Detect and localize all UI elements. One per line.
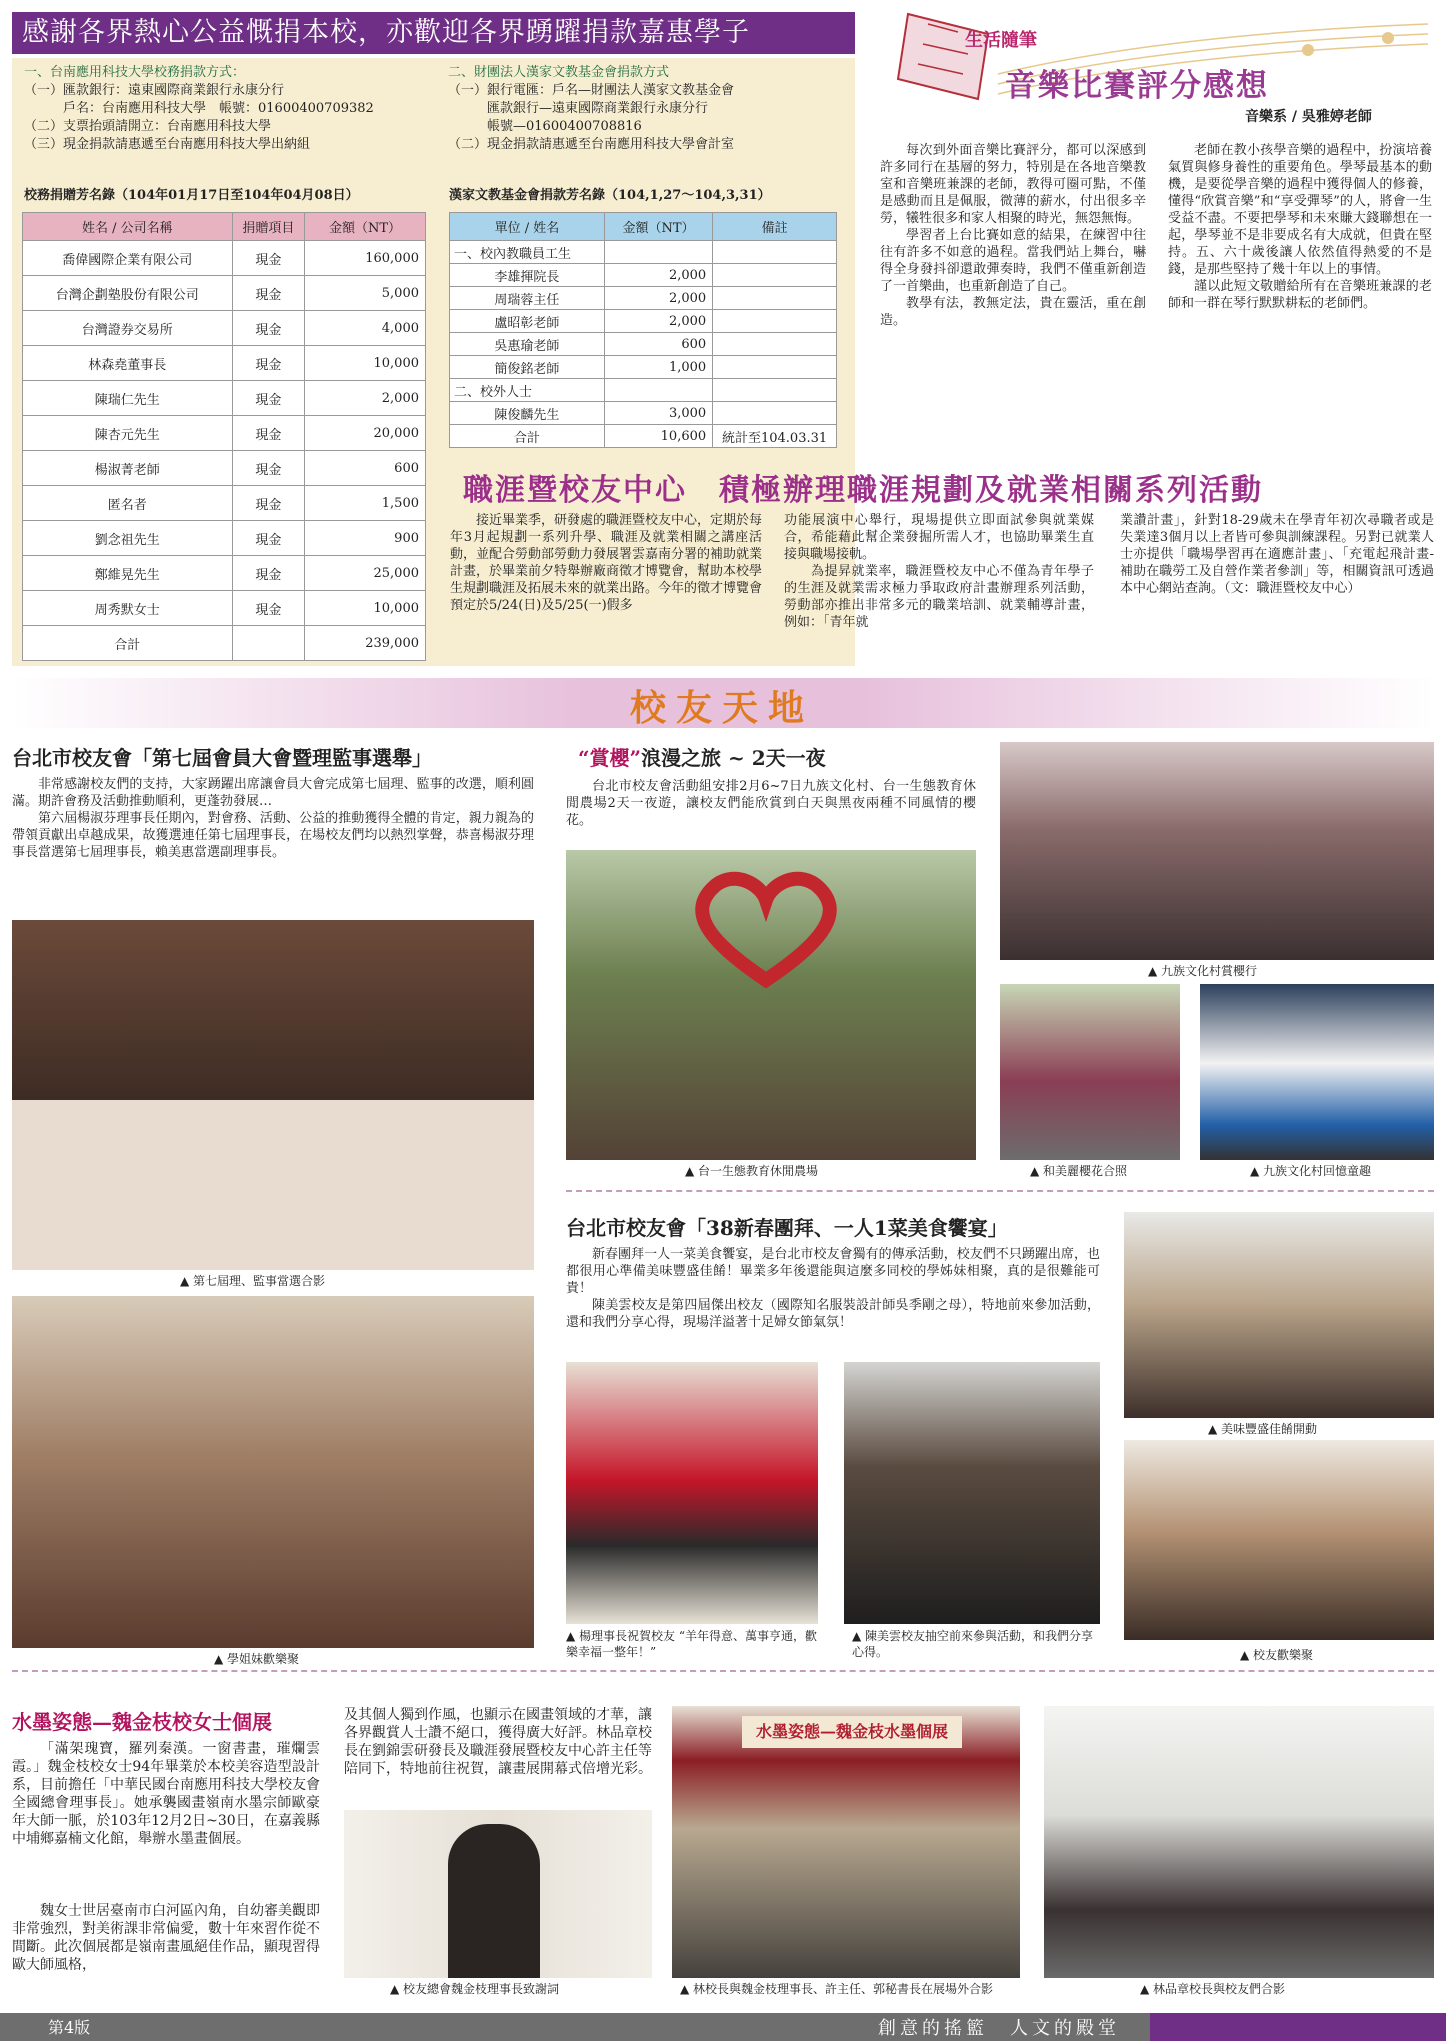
footer-accent <box>1150 2013 1446 2041</box>
col-header-name: 姓名 / 公司名稱 <box>23 213 233 241</box>
unit-name-cell: 盧昭彰老師 <box>450 310 605 333</box>
section-divider <box>12 1670 1434 1672</box>
unit-name-cell: 一、校內教職員工生 <box>450 241 605 264</box>
cherry-trip-title: “賞櫻”浪漫之旅 ~ 2天一夜 <box>578 746 826 770</box>
amount-cell: 10,000 <box>305 591 426 626</box>
caption-board-election: ▲ 第七屆理、監事當選合影 <box>180 1274 326 1288</box>
photo-alumni-fun <box>1124 1440 1434 1640</box>
donation-item-cell: 現金 <box>232 276 305 311</box>
donor-name-cell: 劉念祖先生 <box>23 521 233 556</box>
footer-motto: 創意的搖籃 人文的殿堂 <box>878 2018 1120 2039</box>
donation-item-cell: 現金 <box>232 241 305 276</box>
note-cell <box>713 379 837 402</box>
note-cell <box>713 402 837 425</box>
alumni-section-title: 校友天地 <box>630 687 815 729</box>
donor-row <box>23 556 426 591</box>
donor-name-cell: 陳杏元先生 <box>23 416 233 451</box>
photo-jiuzu-cherry <box>1000 742 1434 960</box>
photo-exhibition-entrance <box>672 1706 1020 1978</box>
foundation-donor-row <box>450 356 837 379</box>
foundation-donor-row <box>450 402 837 425</box>
note-cell <box>713 333 837 356</box>
caption-chen-meiyun: ▲ 陳美雲校友抽空前來參與活動，和我們分享心得。 <box>852 1629 1094 1659</box>
note-cell <box>713 356 837 379</box>
heart-arch-icon <box>676 870 856 990</box>
amount-cell: 600 <box>305 451 426 486</box>
photo-feast <box>1124 1212 1434 1418</box>
photo-board-election <box>12 920 534 1270</box>
donation-item-cell: 現金 <box>232 556 305 591</box>
note-cell <box>713 287 837 310</box>
donation-method-school: 一、台南應用科技大學校務捐款方式： （一）匯款銀行：遠東國際商業銀行永康分行 戶名：台南應用科技大學 帳號：01600400709382 （二）支票抬頭請開立：台南應用科技大學 （三）現金捐款請惠遞至台南應用科技大學出納組 <box>24 65 374 152</box>
page-number: 第4版 <box>48 2018 91 2037</box>
essay-title: 音樂比賽評分感想 <box>1005 68 1269 104</box>
foundation-donor-row <box>450 425 837 448</box>
amount-cell: 1,000 <box>604 356 712 379</box>
donation-item-cell: 現金 <box>232 486 305 521</box>
photo-farm <box>566 850 976 1160</box>
note-cell: 統計至104.03.31 <box>713 425 837 448</box>
amount-cell: 1,500 <box>305 486 426 521</box>
donation-item-cell: 現金 <box>232 311 305 346</box>
essay-column-1: 每次到外面音樂比賽評分，都可以深感到許多同行在基層的努力，特別是在各地音樂教室和音樂班兼課的老師，教得可圈可點，不僅是感動而且是佩服，微薄的薪水，付出很多辛勞，犧牲很多和家人相聚的時光，無怨無悔。 學習者上台比賽如意的結果，在練習中往往有許多不如意的過程。當我們站上舞台，嚇得全身發抖卻還敢彈奏時，我們不僅重新創造了一首樂曲，也重新創造了自己。 教學有法，教無定法，貴在靈活，重在創造。 <box>880 143 1146 328</box>
donor-row <box>23 451 426 486</box>
donor-name-cell: 台灣企劃塾股份有限公司 <box>23 276 233 311</box>
caption-chairman-greeting: ▲ 楊理事長祝賀校友 “羊年得意、萬事亨通，歡樂幸福一整年！” <box>566 1629 817 1659</box>
caption-jiuzu-train: ▲ 九族文化村回憶童趣 <box>1250 1164 1372 1178</box>
donation-item-cell: 現金 <box>232 591 305 626</box>
foundation-donor-table <box>449 212 837 448</box>
photo-wei-speech <box>344 1810 652 1978</box>
col-header-amount: 金額（NT） <box>604 213 712 241</box>
donor-name-cell: 喬偉國際企業有限公司 <box>23 241 233 276</box>
donation-item-cell: 現金 <box>232 416 305 451</box>
donor-row <box>23 626 426 661</box>
caption-feast: ▲ 美味豐盛佳餚開動 <box>1208 1422 1318 1436</box>
amount-cell: 20,000 <box>305 416 426 451</box>
amount-cell: 600 <box>604 333 712 356</box>
donation-item-cell: 現金 <box>232 346 305 381</box>
career-column-3: 業讚計畫」，針對18-29歲未在學青年初次尋職者或是失業達3個月以上者皆可參與訓練課程。另對已就業人士亦提供「職場學習再在適應計畫」、「充電起飛計畫-補助在職勞工及自營作業者參訓」等，相關資訊可透過本中心網站查詢。（文：職涯暨校友中心） <box>1120 513 1434 596</box>
amount-cell: 3,000 <box>604 402 712 425</box>
photo-jiuzu-train <box>1200 984 1434 1160</box>
donor-row <box>23 416 426 451</box>
col-header-note: 備註 <box>713 213 837 241</box>
unit-name-cell: 周瑞蓉主任 <box>450 287 605 310</box>
photo-sisters-gathering <box>12 1296 534 1648</box>
new-year-feast-body: 新春團拜一人一菜美食饗宴，是台北市校友會獨有的傳承活動，校友們不只踴躍出席，也都很用心準備美味豐盛佳餚！畢業多年後還能與這麼多同校的學姊妹相聚，真的是很難能可貴！ 陳美雲校友是第四屆傑出校友（國際知名服裝設計師吳季剛之母），特地前來參加活動，還和我們分享心得，現場洋溢著十足婦女節氣氛！ <box>566 1247 1100 1330</box>
alumni-assembly-title: 台北市校友會「第七屆會員大會暨理監事選舉」 <box>12 746 432 770</box>
amount-cell: 2,000 <box>604 264 712 287</box>
exhibition-sign: 水墨姿態—魏金枝水墨個展 <box>742 1716 962 1748</box>
amount-cell: 2,000 <box>305 381 426 416</box>
caption-exhibition-entrance: ▲ 林校長與魏金枝理事長、許主任、郭秘書長在展場外合影 <box>680 1982 994 1996</box>
foundation-donor-row <box>450 379 837 402</box>
school-donor-list-title: 校務捐贈芳名錄（104年01月17日至104年04月08日） <box>24 188 359 203</box>
donor-row <box>23 381 426 416</box>
caption-jiuzu-cherry: ▲ 九族文化村賞櫻行 <box>1148 964 1258 978</box>
unit-name-cell: 李雄揮院長 <box>450 264 605 287</box>
essay-author: 音樂系 / 吳雅婷老師 <box>1245 109 1372 125</box>
donation-banner: 感謝各界熱心公益慨捐本校，亦歡迎各界踴躍捐款嘉惠學子 <box>12 12 855 54</box>
amount-cell: 239,000 <box>305 626 426 661</box>
foundation-donor-row <box>450 264 837 287</box>
caption-sisters: ▲ 學姐妹歡樂聚 <box>214 1652 300 1666</box>
caption-hemei-cherry: ▲ 和美麗櫻花合照 <box>1030 1164 1128 1178</box>
donation-item-cell: 現金 <box>232 521 305 556</box>
donor-name-cell: 台灣證券交易所 <box>23 311 233 346</box>
donor-row <box>23 521 426 556</box>
career-column-2: 功能展演中心舉行，現場提供立即面試參與就業媒合，希能藉此幫企業發掘所需人才，也協助畢業生直接與職場接軌。 為提昇就業率，職涯暨校友中心不僅為青年學子的生涯及就業需求極力爭取政府計畫辦理系列活動，勞動部亦推出非常多元的職業培訓、就業輔導計畫，例如：「青年就 <box>784 513 1094 630</box>
unit-name-cell: 合計 <box>450 425 605 448</box>
amount-cell: 160,000 <box>305 241 426 276</box>
photo-chairman-greeting <box>566 1362 818 1624</box>
amount-cell: 25,000 <box>305 556 426 591</box>
ink-body-3: 及其個人獨到作風，也顯示在國畫領域的才華，讓各界觀賞人士讚不絕口，獲得廣大好評。林品章校長在劉錦雲研發長及職涯發展暨校友中心許主任等陪同下，特地前往祝賀，讓畫展開幕式倍增光彩。 <box>344 1707 652 1777</box>
caption-wei-speech: ▲ 校友總會魏金枝理事長致謝詞 <box>390 1982 560 1996</box>
note-cell <box>713 264 837 287</box>
amount-cell <box>604 241 712 264</box>
col-header-unit: 單位 / 姓名 <box>450 213 605 241</box>
donor-name-cell: 陳瑞仁先生 <box>23 381 233 416</box>
career-column-1: 接近畢業季，研發處的職涯暨校友中心，定期於每年3月起規劃一系列升學、職涯及就業相關之講座活動，並配合勞動部勞動力發展署雲嘉南分署的補助就業計畫，於畢業前夕特舉辦廠商徵才博覽會，幫助本校學生規劃職涯及拓展未來的就業出路。今年的徵才博覽會預定於5/24(日)及5/25(一)假多 <box>450 513 763 613</box>
amount-cell: 2,000 <box>604 310 712 333</box>
unit-name-cell: 吳惠瑜老師 <box>450 333 605 356</box>
foundation-donor-row <box>450 287 837 310</box>
essay-section-tag: 生活隨筆 <box>965 30 1037 51</box>
donation-item-cell: 現金 <box>232 451 305 486</box>
donor-name-cell: 鄭維晃先生 <box>23 556 233 591</box>
col-header-amount: 金額（NT） <box>305 213 426 241</box>
caption-president-alumni: ▲ 林品章校長與校友們合影 <box>1140 1982 1286 1996</box>
amount-cell: 5,000 <box>305 276 426 311</box>
donor-row <box>23 591 426 626</box>
foundation-donor-list-title: 漢家文教基金會捐款芳名錄（104,1,27～104,3,31） <box>449 188 771 203</box>
amount-cell: 10,000 <box>305 346 426 381</box>
foundation-donor-row <box>450 241 837 264</box>
donor-row <box>23 486 426 521</box>
ink-body-1: 「滿架瑰寶，羅列秦漢。一窗書畫，璀爛雲霞。」魏金枝校女士94年畢業於本校美容造型設計系，目前擔任「中華民國台南應用科技大學校友會全國總會理事長」。她承襲國畫嶺南水墨宗師歐豪年大師一脈，於103年12月2日~30日，在嘉義縣中埔鄉嘉楠文化館，舉辦水墨畫個展。 <box>12 1741 320 1847</box>
note-cell <box>713 241 837 264</box>
donor-row <box>23 346 426 381</box>
section-divider <box>566 1190 1434 1192</box>
ink-body-2: 魏女士世居臺南市白河區內角，自幼審美觀即非常強烈，對美術課非常偏愛，數十年來習作從不間斷。此次個展都是嶺南畫風絕佳作品，顯現習得歐大師風格， <box>12 1903 320 1973</box>
donor-name-cell: 周秀默女士 <box>23 591 233 626</box>
donation-item-cell: 現金 <box>232 381 305 416</box>
photo-president-alumni <box>1044 1706 1434 1978</box>
donation-method-foundation: 二、財團法人漢家文教基金會捐款方式 （一）銀行電匯：戶名—財團法人漢家文教基金會 匯款銀行—遠東國際商業銀行永康分行 帳號—01600400708816 （二）現金捐款請惠遞至台南應用科技大學會計室 <box>448 65 735 152</box>
essay-column-2: 老師在教小孩學音樂的過程中，扮演培養氣質與修身養性的重要角色。學琴最基本的動機，是要從學音樂的過程中獲得個人的修養，懂得“欣賞音樂”和“享受彈琴”的人，將會一生受益不盡。不要把學琴和未來賺大錢聯想在一起，學琴並不是非要成名有大成就，但貴在堅持。五、六十歲後讓人依然值得熱愛的不是錢，是那些堅持了幾十年以上的事情。 謹以此短文敬贈給所有在音樂班兼課的老師和一群在琴行默默耕耘的老師們。 <box>1168 143 1432 311</box>
amount-cell: 2,000 <box>604 287 712 310</box>
photo-hemei-cherry <box>1000 984 1180 1160</box>
new-year-feast-title: 台北市校友會「38新春團拜、一人1菜美食饗宴」 <box>566 1216 1008 1240</box>
career-center-title: 職涯暨校友中心 積極辦理職涯規劃及就業相關系列活動 <box>463 473 1263 508</box>
note-cell <box>713 310 837 333</box>
caption-alumni-fun: ▲ 校友歡樂聚 <box>1240 1648 1314 1662</box>
unit-name-cell: 簡俊銘老師 <box>450 356 605 379</box>
donor-row <box>23 241 426 276</box>
unit-name-cell: 二、校外人士 <box>450 379 605 402</box>
donor-name-cell: 林森堯董事長 <box>23 346 233 381</box>
donor-name-cell: 匿名者 <box>23 486 233 521</box>
caption-farm: ▲ 台一生態教育休閒農場 <box>685 1164 819 1178</box>
photo-chen-meiyun <box>844 1362 1100 1624</box>
amount-cell: 900 <box>305 521 426 556</box>
col-header-item: 捐贈項目 <box>232 213 305 241</box>
school-donor-table <box>22 212 426 661</box>
cherry-trip-body: 台北市校友會活動組安排2月6~7日九族文化村、台一生態教育休閒農場2天一夜遊，讓校友們能欣賞到白天與黑夜兩種不同風情的櫻花。 <box>566 779 976 828</box>
unit-name-cell: 陳俊麟先生 <box>450 402 605 425</box>
donation-item-cell <box>232 626 305 661</box>
amount-cell <box>604 379 712 402</box>
donor-row <box>23 311 426 346</box>
donor-name-cell: 合計 <box>23 626 233 661</box>
foundation-donor-row <box>450 310 837 333</box>
donor-row <box>23 276 426 311</box>
amount-cell: 10,600 <box>604 425 712 448</box>
foundation-donor-row <box>450 333 837 356</box>
ink-exhibition-title: 水墨姿態—魏金枝校女士個展 <box>12 1710 272 1734</box>
donor-name-cell: 楊淑菁老師 <box>23 451 233 486</box>
amount-cell: 4,000 <box>305 311 426 346</box>
alumni-assembly-body: 非常感謝校友們的支持，大家踴躍出席讓會員大會完成第七屆理、監事的改選，順利圓滿。期許會務及活動推動順利，更蓬勃發展… 第六屆楊淑芬理事長任期內，對會務、活動、公益的推動獲得全體的肯定，親力親為的帶領貢獻出卓越成果，故獲選連任第七屆理事長，在場校友們均以熱烈掌聲，恭喜楊淑芬理事長當選第七屆理事長，賴美惠當選副理事長。 <box>12 777 534 860</box>
